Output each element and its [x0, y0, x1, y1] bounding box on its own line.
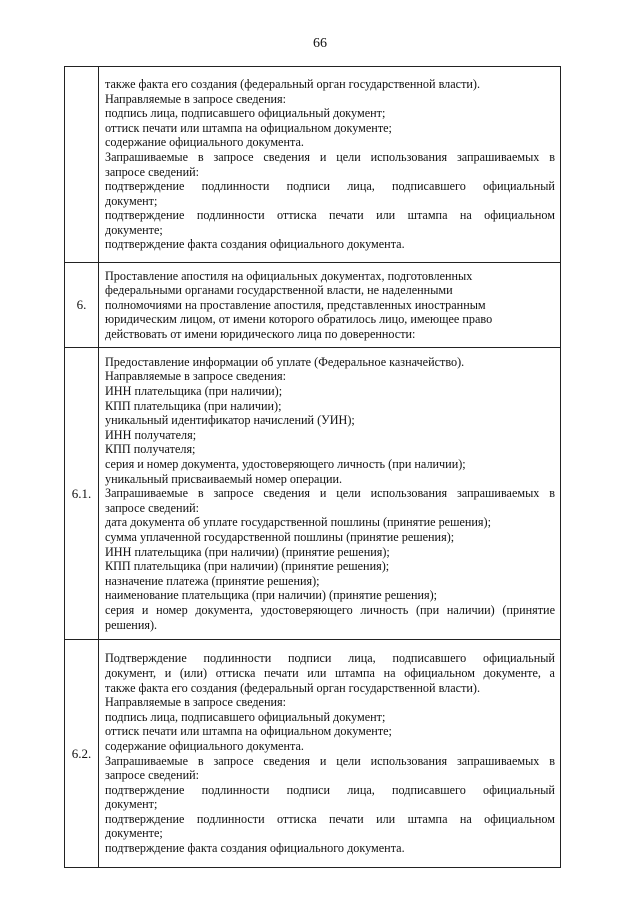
word: и: [319, 149, 327, 164]
word: и: [141, 602, 149, 617]
word: наличии): [446, 602, 495, 617]
text-line: Направляемые в запросе сведения:: [105, 91, 287, 106]
text-line: КПП получателя;: [105, 442, 196, 457]
word: официальный: [483, 651, 555, 666]
word: удостоверяющего: [260, 602, 353, 617]
word: сведения: [263, 753, 310, 768]
word: печати: [329, 208, 364, 223]
word: в: [197, 149, 204, 164]
text-line: КПП плательщика (при наличии);: [105, 398, 282, 413]
word: Запрашиваемые: [105, 753, 189, 768]
row-content: [99, 348, 561, 640]
text-line: федеральными органами государственной власти, не наделенными: [105, 283, 453, 298]
text-line: запросе сведений:: [105, 768, 199, 783]
word: запросе: [213, 149, 254, 164]
word: цели: [336, 753, 361, 768]
word: сведения: [263, 486, 310, 501]
word: официальном: [404, 665, 475, 680]
text-line: документе;: [105, 222, 163, 237]
text-line: документе;: [105, 826, 163, 841]
text-line: также факта его создания (федеральный орган государственной власти).: [105, 76, 481, 91]
row-number: 6.1.: [65, 348, 99, 640]
text-line: подпись лица, подписавшего официальный документ;: [105, 709, 386, 724]
word: лица,: [347, 782, 375, 797]
text-line: действовать от имени юридического лица по доверенности:: [105, 326, 416, 341]
text-line: подтверждение факта создания официального документа.: [105, 237, 405, 252]
word: подтверждение: [105, 208, 185, 223]
text-line: Направляемые в запросе сведения:: [105, 369, 287, 384]
word: использования: [370, 149, 448, 164]
table-row: [65, 263, 561, 348]
word: запрашиваемых: [456, 486, 540, 501]
word: подписавшего: [392, 651, 467, 666]
word: печати: [329, 811, 364, 826]
word: лица,: [348, 651, 376, 666]
text-line: КПП плательщика (при наличии) (принятие решения);: [105, 559, 390, 574]
text-line: подтверждение факта создания официального документа.: [105, 841, 405, 856]
word: подлинности: [196, 811, 265, 826]
text-line: сумма уплаченной государственной пошлины (принятие решения);: [105, 529, 455, 544]
word: серия: [105, 602, 135, 617]
word: оттиска: [276, 811, 317, 826]
word: официальный: [482, 782, 555, 797]
word: или: [376, 208, 396, 223]
word: Запрашиваемые: [105, 149, 189, 164]
word: подписи: [286, 782, 331, 797]
word: номер: [156, 602, 188, 617]
word: документ,: [105, 665, 157, 680]
word: запрашиваемых: [456, 149, 540, 164]
text-line-justified: [105, 150, 555, 165]
word: в: [549, 753, 555, 768]
word: подписи: [286, 179, 331, 194]
word: личность: [360, 602, 409, 617]
word: (принятие: [502, 602, 555, 617]
text-line: содержание официального документа.: [105, 738, 304, 753]
word: документе,: [483, 665, 541, 680]
text-line: решения).: [105, 617, 158, 632]
word: в: [549, 486, 555, 501]
text-line-justified: [105, 179, 555, 194]
word: в: [549, 149, 555, 164]
table-row: [65, 67, 561, 263]
word: штампа: [407, 208, 448, 223]
word: в: [197, 753, 204, 768]
word: запросе: [213, 486, 254, 501]
word: подлинности: [201, 782, 270, 797]
text-line: оттиск печати или штампа на официальном документе;: [105, 724, 392, 739]
word: сведения: [263, 149, 310, 164]
word: на: [383, 665, 396, 680]
word: официальный: [482, 179, 555, 194]
text-line-justified: [105, 666, 555, 681]
text-line: запросе сведений:: [105, 164, 199, 179]
text-line-justified: [105, 603, 555, 618]
word: подтверждение: [105, 782, 185, 797]
word: подписавшего: [391, 782, 466, 797]
text-line: оттиск печати или штампа на официальном документе;: [105, 120, 392, 135]
word: использования: [370, 486, 448, 501]
table-row: [65, 348, 561, 640]
text-line-justified: [105, 208, 555, 223]
word: оттиска: [276, 208, 317, 223]
word: и: [319, 753, 327, 768]
word: использования: [370, 753, 448, 768]
text-line-justified: [105, 651, 555, 666]
text-line: юридическим лицом, от имени которого обратилось лицо, имеющее право: [105, 312, 493, 327]
word: официальном: [484, 208, 555, 223]
text-line: ИНН плательщика (при наличии) (принятие решения);: [105, 544, 390, 559]
word: подлинности: [201, 179, 270, 194]
text-line: полномочиями на проставление апостиля, представленных иностранным: [105, 297, 486, 312]
text-line: наименование плательщика (при наличии) (принятие решения);: [105, 588, 438, 603]
word: подтверждение: [105, 811, 185, 826]
text-line-justified: [105, 812, 555, 827]
row-content: [99, 640, 561, 868]
word: запрашиваемых: [456, 753, 540, 768]
text-line-justified: [105, 783, 555, 798]
word: подписавшего: [391, 179, 466, 194]
word: официальном: [484, 811, 555, 826]
word: подтверждение: [105, 179, 185, 194]
text-line: ИНН плательщика (при наличии);: [105, 384, 283, 399]
text-line: документ;: [105, 797, 158, 812]
word: или: [307, 665, 327, 680]
word: запросе: [213, 753, 254, 768]
word: цели: [336, 486, 361, 501]
row-content: [99, 67, 561, 263]
text-line: Предоставление информации об уплате (Федеральное казначейство).: [105, 354, 465, 369]
table-row: [65, 640, 561, 868]
text-line: Проставление апостиля на официальных документах, подготовленных: [105, 268, 473, 283]
word: лица,: [347, 179, 375, 194]
text-line-justified: [105, 486, 555, 501]
word: подлинности: [196, 208, 265, 223]
text-line: ИНН получателя;: [105, 427, 197, 442]
word: (при: [415, 602, 440, 617]
row-number: 6.2.: [65, 640, 99, 868]
word: или: [376, 811, 396, 826]
text-line: уникальный идентификатор начислений (УИН);: [105, 413, 355, 428]
word: подлинности: [203, 651, 272, 666]
text-line: Направляемые в запросе сведения:: [105, 695, 287, 710]
text-line: запросе сведений:: [105, 500, 199, 515]
text-line: документ;: [105, 193, 158, 208]
word: в: [197, 486, 204, 501]
word: оттиска: [215, 665, 256, 680]
word: штампа: [407, 811, 448, 826]
word: Подтверждение: [105, 651, 187, 666]
text-line: уникальный присваиваемый номер операции.: [105, 471, 343, 486]
word: печати: [263, 665, 299, 680]
word: на: [459, 811, 472, 826]
text-line: дата документа об уплате государственной пошлины (принятие решения);: [105, 515, 491, 530]
word: и: [319, 486, 327, 501]
text-line: подпись лица, подписавшего официальный документ;: [105, 106, 386, 121]
word: цели: [336, 149, 361, 164]
text-line: также факта его создания (федеральный орган государственной власти).: [105, 680, 481, 695]
word: (или): [179, 665, 208, 680]
row-number: [65, 67, 99, 263]
word: документа,: [195, 602, 253, 617]
page-number: 66: [313, 36, 327, 51]
word: и: [164, 665, 172, 680]
row-content: [99, 263, 561, 348]
text-line: серия и номер документа, удостоверяющего личность (при наличии);: [105, 457, 466, 472]
text-line-justified: [105, 754, 555, 769]
document-table: [64, 66, 561, 868]
text-line: содержание официального документа.: [105, 135, 304, 150]
word: а: [549, 665, 555, 680]
word: на: [459, 208, 472, 223]
row-number: 6.: [65, 263, 99, 348]
word: подписи: [287, 651, 332, 666]
text-line: назначение платежа (принятие решения);: [105, 573, 320, 588]
word: штампа: [335, 665, 375, 680]
word: Запрашиваемые: [105, 486, 189, 501]
